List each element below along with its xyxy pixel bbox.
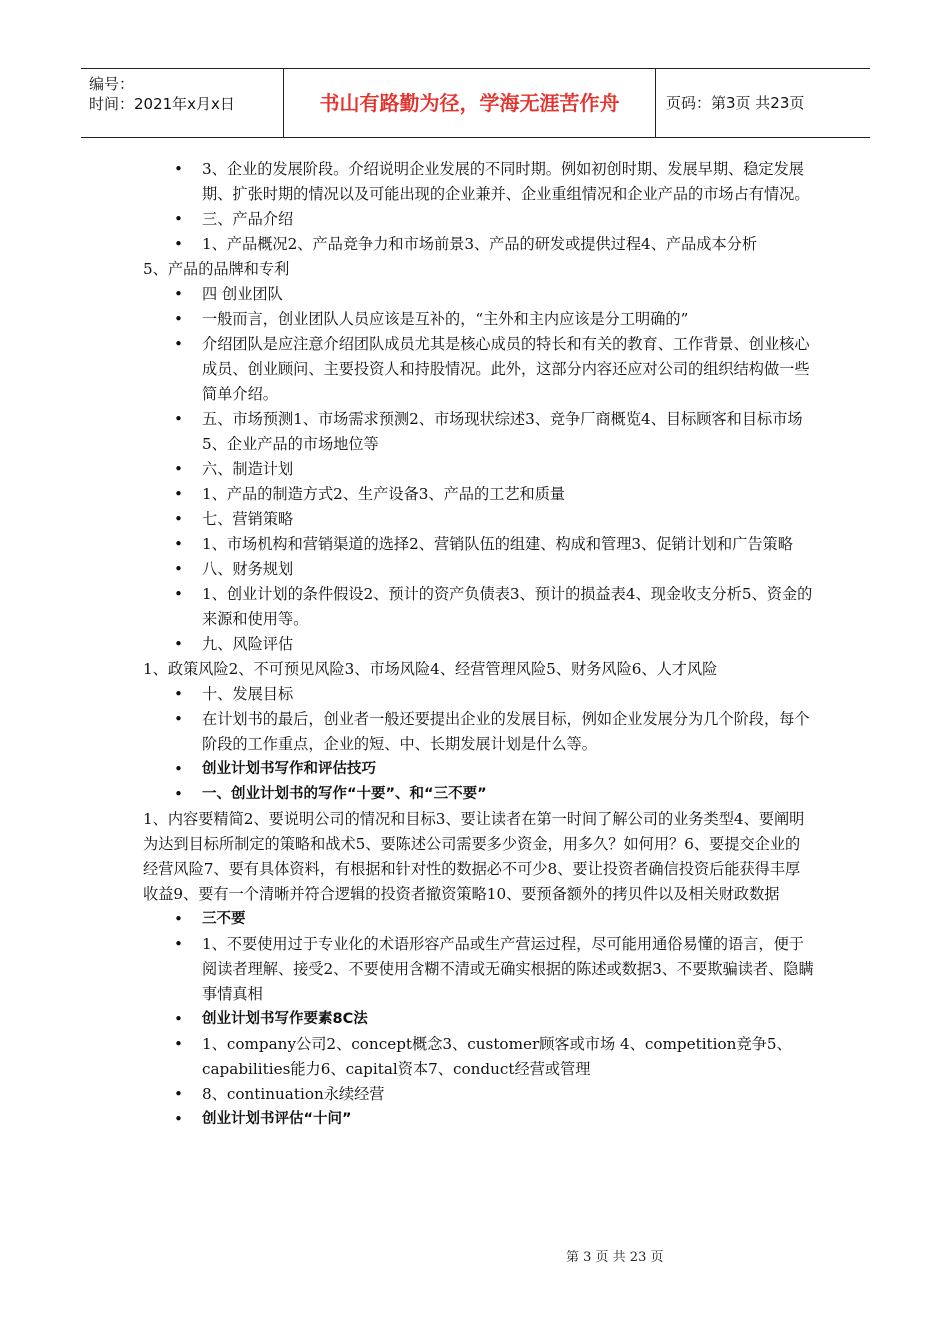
bullet-text: 五、市场预测1、市场需求预测2、市场现状综述3、竞争厂商概览4、目标顾客和目标市场5、企业产品的市场地位等 (202, 410, 803, 453)
bullet-item (0, 507, 950, 532)
bullet-text: 介绍团队是应注意介绍团队成员尤其是核心成员的特长和有关的教育、工作背景、创业核心成员、创业顾问、主要投资人和持股情况。此外，这部分内容还应对公司的组织结构做一些简单介绍。 (202, 335, 810, 403)
paragraph (0, 257, 950, 282)
bullet-text: 六、制造计划 (202, 460, 294, 478)
bullet-icon: • (174, 910, 183, 928)
paragraph (0, 657, 950, 682)
bullet-heading: 创业计划书评估“十问” (202, 1111, 352, 1127)
bullet-text: 3、企业的发展阶段。介绍说明企业发展的不同时期。例如初创时期、发展早期、稳定发展期、扩张时期的情况以及可能出现的企业兼并、企业重组情况和企业产品的市场占有情况。 (202, 160, 810, 203)
bullet-icon: • (174, 585, 183, 603)
bullet-icon: • (174, 1010, 183, 1028)
bullet-heading: 创业计划书写作要素8C法 (202, 1011, 368, 1027)
paragraph-text: 1、内容要精简2、要说明公司的情况和目标3、要让读者在第一时间了解公司的业务类型4、要阐明为达到目标所制定的策略和战术5、要陈述公司需要多少资金，用多久？如何用？6、要提交企业的经营风险7、要有具体资料，有根据和针对性的数据必不可少8、要让投资者确信投资后能获得丰厚收益9、要有一个清晰并符合逻辑的投资者撤资策略10、要预备额外的拷贝件以及相关财政数据 (143, 810, 805, 903)
bullet-heading: 创业计划书写作和评估技巧 (202, 761, 376, 777)
bullet-text: 1、创业计划的条件假设2、预计的资产负债表3、预计的损益表4、现金收支分析5、资金的来源和使用等。 (202, 585, 813, 628)
bullet-icon: • (174, 510, 183, 528)
header-page-label: 页码：第3页 共23页 (666, 94, 805, 112)
bullet-icon: • (174, 210, 183, 228)
bullet-item (0, 582, 950, 632)
bullet-icon: • (174, 235, 183, 253)
number-label: 编号： (89, 75, 135, 93)
bullet-item (0, 232, 950, 257)
bullet-text: 九、风险评估 (202, 635, 294, 653)
bullet-item (0, 207, 950, 232)
footer-page-number: 第 3 页 共 23 页 (566, 1250, 664, 1265)
bullet-heading: 一、创业计划书的写作“十要”、和“三不要” (202, 786, 487, 802)
bullet-icon: • (174, 560, 183, 578)
bullet-item (0, 682, 950, 707)
bullet-item (0, 1007, 950, 1032)
bullet-icon: • (174, 1110, 183, 1128)
bullet-icon: • (174, 635, 183, 653)
bullet-item (0, 1107, 950, 1132)
bullet-text: 八、财务规划 (202, 560, 294, 578)
bullet-text: 四 创业团队 (202, 285, 283, 303)
bullet-text: 1、不要使用过于专业化的术语形容产品或生产营运过程，尽可能用通俗易懂的语言，便于阅读者理解、接受2、不要使用含糊不清或无确实根据的陈述或数据3、不要欺骗读者、隐瞒事情真相 (202, 935, 814, 1003)
paragraph (0, 807, 950, 907)
bullet-icon: • (174, 285, 183, 303)
bullet-icon: • (174, 335, 183, 353)
bullet-text: 1、company公司2、concept概念3、customer顾客或市场 4、competition竞争5、capabilities能力6、capital资本7、conduct经营或管理 (202, 1035, 792, 1078)
time-label: 时间：2021年x月x日 (89, 95, 235, 113)
bullet-item (0, 557, 950, 582)
bullet-item (0, 707, 950, 757)
bullet-text: 8、continuation永续经营 (202, 1085, 385, 1103)
bullet-text: 十、发展目标 (202, 685, 294, 703)
bullet-icon: • (174, 485, 183, 503)
bullet-icon: • (174, 410, 183, 428)
bullet-item (0, 782, 950, 807)
bullet-item (0, 457, 950, 482)
bullet-icon: • (174, 535, 183, 553)
paragraph-text: 1、政策风险2、不可预见风险3、市场风险4、经营管理风险5、财务风险6、人才风险 (143, 660, 718, 678)
bullet-item (0, 157, 950, 207)
document-body (0, 157, 950, 1132)
bullet-text: 1、市场机构和营销渠道的选择2、营销队伍的组建、构成和管理3、促销计划和广告策略 (202, 535, 793, 553)
bullet-icon: • (174, 685, 183, 703)
bullet-item (0, 757, 950, 782)
bullet-heading: 三不要 (202, 911, 246, 927)
bullet-icon: • (174, 710, 183, 728)
header-meta (81, 69, 284, 137)
bullet-item (0, 407, 950, 457)
bullet-item (0, 332, 950, 407)
bullet-item (0, 482, 950, 507)
bullet-icon: • (174, 760, 183, 778)
bullet-icon: • (174, 1035, 183, 1053)
bullet-text: 一般而言，创业团队人员应该是互补的，“主外和主内应该是分工明确的” (202, 310, 689, 328)
bullet-item (0, 632, 950, 657)
bullet-text: 1、产品概况2、产品竞争力和市场前景3、产品的研发或提供过程4、产品成本分析 (202, 235, 758, 253)
bullet-icon: • (174, 785, 183, 803)
bullet-item (0, 282, 950, 307)
bullet-icon: • (174, 310, 183, 328)
bullet-icon: • (174, 1085, 183, 1103)
bullet-item (0, 907, 950, 932)
bullet-item (0, 1032, 950, 1082)
bullet-item (0, 532, 950, 557)
bullet-item (0, 1082, 950, 1107)
bullet-text: 在计划书的最后，创业者一般还要提出企业的发展目标，例如企业发展分为几个阶段，每个阶段的工作重点，企业的短、中、长期发展计划是什么等。 (202, 710, 810, 753)
bullet-item (0, 932, 950, 1007)
bullet-icon: • (174, 935, 183, 953)
bullet-item (0, 307, 950, 332)
header-motto: 书山有路勤为径，学海无涯苦作舟 (284, 69, 656, 137)
bullet-text: 七、营销策略 (202, 510, 294, 528)
bullet-icon: • (174, 160, 183, 178)
document-header (81, 68, 870, 138)
bullet-text: 三、产品介绍 (202, 210, 294, 228)
bullet-icon: • (174, 460, 183, 478)
paragraph-text: 5、产品的品牌和专利 (143, 260, 290, 278)
bullet-text: 1、产品的制造方式2、生产设备3、产品的工艺和质量 (202, 485, 566, 503)
